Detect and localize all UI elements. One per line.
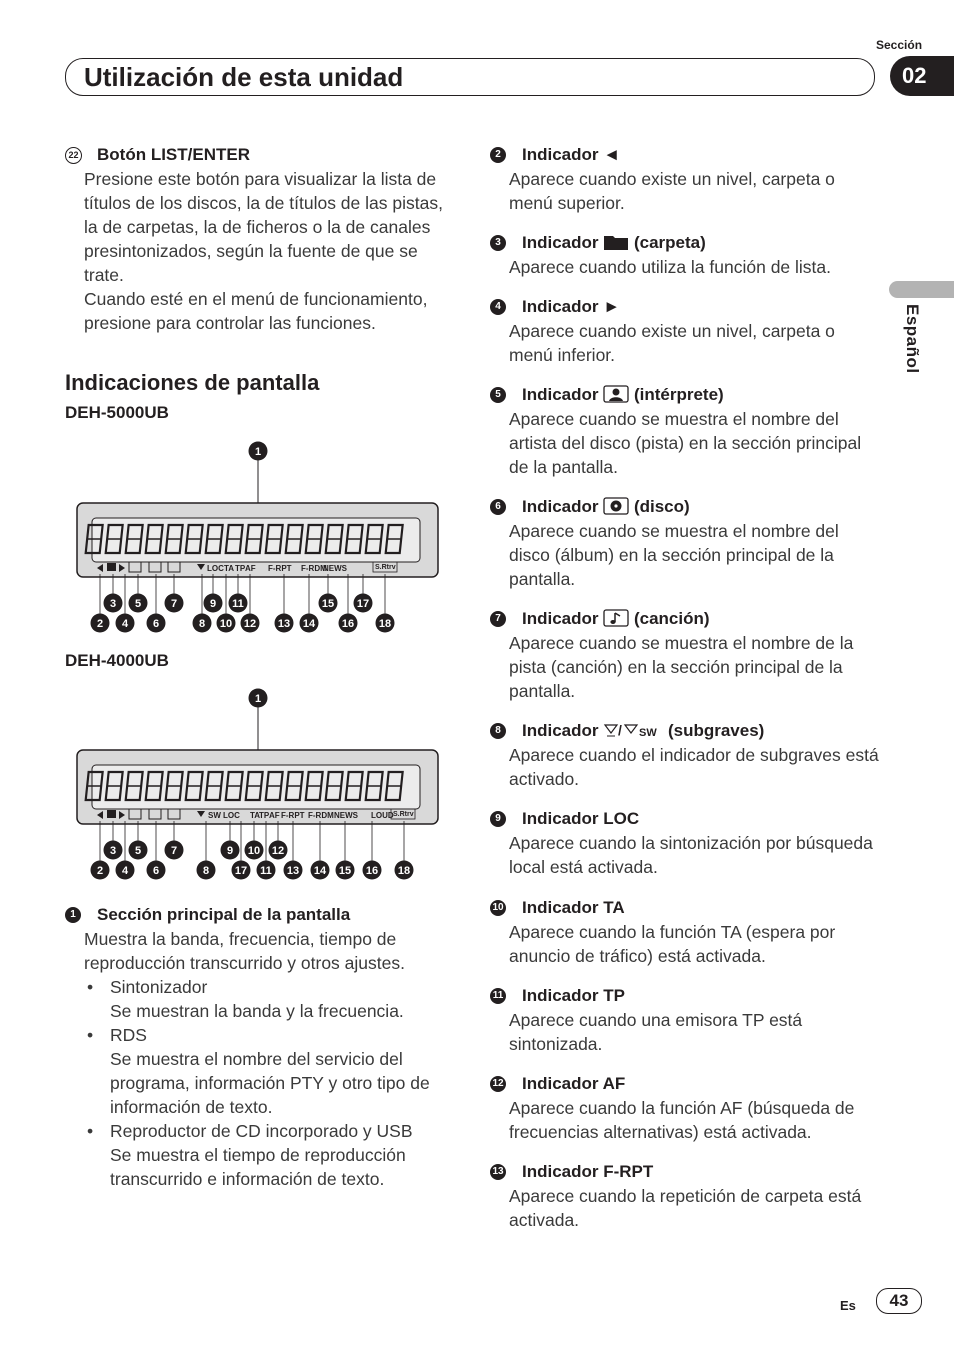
lcd-label: NEWS <box>323 564 347 573</box>
callout-number: 8 <box>202 865 210 877</box>
callout-number: 5 <box>134 845 142 857</box>
indicator-item-9 <box>490 807 880 879</box>
indicator-title: Indicador LOC <box>522 809 640 828</box>
callout-number: 16 <box>365 865 379 877</box>
section-number-badge: 02 <box>890 56 954 96</box>
item-number: 8 <box>490 723 506 739</box>
indicator-title: Indicador <box>522 233 604 252</box>
footer-language-code: Es <box>840 1298 856 1313</box>
callout-number: 8 <box>198 618 206 630</box>
subwoofer-icon <box>603 721 663 740</box>
artist-icon <box>603 385 629 404</box>
indicator-item-10 <box>490 896 880 968</box>
indicator-item-6 <box>490 495 880 591</box>
svg-text:/: / <box>618 722 623 738</box>
lcd-label: LOC <box>207 564 224 573</box>
lcd-label: TA <box>250 811 261 820</box>
indicator-description: Aparece cuando una emisora TP está sintonizada. <box>509 1010 803 1054</box>
item-number-1: 1 <box>65 907 81 923</box>
lcd-label: S.Rtrv <box>393 811 414 818</box>
indicator-title: Indicador TA <box>522 898 625 917</box>
indicator-title: Indicador ◄ <box>522 145 621 164</box>
lcd-label: TA <box>224 564 235 573</box>
indicator-description: Aparece cuando la repetición de carpeta está activada. <box>509 1186 862 1230</box>
indicator-title: Indicador F-RPT <box>522 1162 654 1181</box>
callout-number: 10 <box>219 618 233 630</box>
callout-number: 2 <box>96 618 104 630</box>
item-number: 3 <box>490 235 506 251</box>
callout-number: 18 <box>397 865 411 877</box>
callout-number: 16 <box>341 618 355 630</box>
indicator-title: Indicador ► <box>522 297 621 316</box>
indicator-description: Aparece cuando se muestra el nombre del disco (álbum) en la sección principal de la pantalla. <box>509 521 839 589</box>
item-number: 9 <box>490 811 506 827</box>
indicator-item-13 <box>490 1160 880 1232</box>
indicator-description: Aparece cuando se muestra el nombre del artista del disco (pista) en la sección principal de la pantalla. <box>509 409 862 477</box>
callout-number: 11 <box>232 598 244 610</box>
indicator-item-7 <box>490 607 880 703</box>
callout-number: 2 <box>96 865 104 877</box>
item-number: 2 <box>490 147 506 163</box>
indicator-title: Indicador <box>522 497 604 516</box>
item-22-para1: Presione este botón para visualizar la lista de títulos de los discos, la de títulos de las pistas, la de carpetas, la de ficheros o la de canales presintonizados, según la fuente de que se trate. <box>84 169 443 285</box>
callout-number: 7 <box>170 845 178 857</box>
display-diagram-2 <box>65 683 455 883</box>
lcd-label: AF <box>245 564 256 573</box>
callout-number: 9 <box>226 845 234 857</box>
indicator-title: Indicador <box>522 385 604 404</box>
indicator-description: Aparece cuando existe un nivel, carpeta o menú superior. <box>509 169 835 213</box>
display-diagram-1 <box>65 436 455 636</box>
language-tab-marker <box>889 281 954 298</box>
callout-number: 13 <box>277 618 291 630</box>
item-number: 7 <box>490 611 506 627</box>
callout-number: 4 <box>121 618 129 630</box>
lcd-label: SW <box>208 811 221 820</box>
callout-number: 6 <box>152 865 160 877</box>
indicator-description: Aparece cuando se muestra el nombre de la pista (canción) en la sección principal de la pantalla. <box>509 633 854 701</box>
callout-number: 17 <box>234 865 248 877</box>
item-number: 11 <box>490 988 506 1004</box>
indicator-description: Aparece cuando la sintonización por búsqueda local está activada. <box>509 833 873 877</box>
callout-number: 1 <box>254 446 262 458</box>
indicator-item-5 <box>490 383 880 479</box>
callout-number: 4 <box>121 865 129 877</box>
indicator-item-2 <box>490 143 880 215</box>
page-number: 43 <box>876 1288 922 1314</box>
lcd-label: NEWS <box>334 811 358 820</box>
indicator-title: Indicador TP <box>522 986 625 1005</box>
item-number-22: 22 <box>65 147 82 164</box>
indicator-suffix: (intérprete) <box>629 385 724 404</box>
callout-number: 15 <box>321 598 335 610</box>
indicator-suffix: (subgraves) <box>663 721 765 740</box>
section-label: Sección <box>876 38 923 52</box>
callout-number: 1 <box>254 693 262 705</box>
callout-number: 11 <box>260 865 272 877</box>
indicator-description: Aparece cuando existe un nivel, carpeta o menú inferior. <box>509 321 835 365</box>
indicator-title: Indicador <box>522 609 604 628</box>
lcd-label: LOUD <box>371 811 394 820</box>
callout-number: 12 <box>243 618 257 630</box>
callout-number: 3 <box>109 845 117 857</box>
indicator-suffix: (carpeta) <box>629 233 706 252</box>
callout-number: 14 <box>313 865 327 877</box>
item-number: 4 <box>490 299 506 315</box>
indicator-item-12 <box>490 1072 880 1144</box>
callout-number: 13 <box>286 865 300 877</box>
indicator-title: Indicador <box>522 721 604 740</box>
callout-number: 17 <box>356 598 370 610</box>
indicator-item-8 <box>490 719 880 791</box>
item-number: 10 <box>490 900 506 916</box>
item-1 <box>65 903 455 1191</box>
callout-number: 7 <box>170 598 178 610</box>
indicator-description: Aparece cuando el indicador de subgraves está activado. <box>509 745 879 789</box>
indicator-item-11 <box>490 984 880 1056</box>
lcd-label: F-RPT <box>268 564 292 573</box>
indicator-item-4 <box>490 295 880 367</box>
callout-number: 3 <box>109 598 117 610</box>
lcd-label: AF <box>269 811 280 820</box>
item-1-title: Sección principal de la pantalla <box>97 905 351 924</box>
lcd-label: F-RDM <box>308 811 334 820</box>
indicator-description: Aparece cuando la función AF (búsqueda de frecuencias alternativas) está activada. <box>509 1098 855 1142</box>
bullet-item: • Sintonizador Se muestran la banda y la frecuencia. <box>84 975 455 1023</box>
indicator-description: Aparece cuando la función TA (espera por anuncio de tráfico) está activada. <box>509 922 836 966</box>
bullet-item: • RDS Se muestra el nombre del servicio del programa, información PTY y otro tipo de información de texto. <box>84 1023 455 1119</box>
indicator-description: Aparece cuando utiliza la función de lista. <box>509 257 832 277</box>
callout-number: 14 <box>302 618 316 630</box>
indicator-title: Indicador AF <box>522 1074 626 1093</box>
item-number: 6 <box>490 499 506 515</box>
callout-number: 10 <box>247 845 261 857</box>
model-label-2: DEH-4000UB <box>65 651 169 670</box>
indicator-item-3 <box>490 231 880 279</box>
lcd-label: F-RPT <box>281 811 305 820</box>
language-tab-label: Español <box>903 304 922 374</box>
folder-icon <box>603 233 629 252</box>
lcd-label: S.Rtrv <box>375 564 396 571</box>
item-22 <box>65 143 455 335</box>
lcd-label: LOC <box>223 811 240 820</box>
left-column <box>65 143 455 335</box>
page-title: Utilización de esta unidad <box>84 62 404 92</box>
callout-number: 15 <box>338 865 352 877</box>
indicator-suffix: (disco) <box>629 497 690 516</box>
lcd-label: TP <box>259 811 270 820</box>
music-note-icon <box>603 609 629 628</box>
lcd-label: F-RDM <box>301 564 327 573</box>
item-number: 12 <box>490 1076 506 1092</box>
item-number: 13 <box>490 1164 506 1180</box>
item-number: 5 <box>490 387 506 403</box>
callout-number: 18 <box>378 618 392 630</box>
item-22-para2: Cuando esté en el menú de funcionamiento, presione para controlar las funciones. <box>84 289 428 333</box>
disc-icon <box>603 497 629 516</box>
indicator-suffix: (canción) <box>629 609 710 628</box>
section-heading: Indicaciones de pantalla <box>65 370 320 395</box>
model-label-1: DEH-5000UB <box>65 403 169 422</box>
callout-number: 12 <box>271 845 285 857</box>
svg-text:SW: SW <box>639 727 657 739</box>
lcd-label: TP <box>235 564 246 573</box>
callout-number: 6 <box>152 618 160 630</box>
item-22-title: Botón LIST/ENTER <box>97 145 250 164</box>
callout-number: 9 <box>209 598 217 610</box>
callout-number: 5 <box>134 598 142 610</box>
bullet-item: • Reproductor de CD incorporado y USB Se muestra el tiempo de reproducción transcurrido e información de texto. <box>84 1119 455 1191</box>
item-1-body: Muestra la banda, frecuencia, tiempo de reproducción transcurrido y otros ajustes. <box>84 929 405 973</box>
